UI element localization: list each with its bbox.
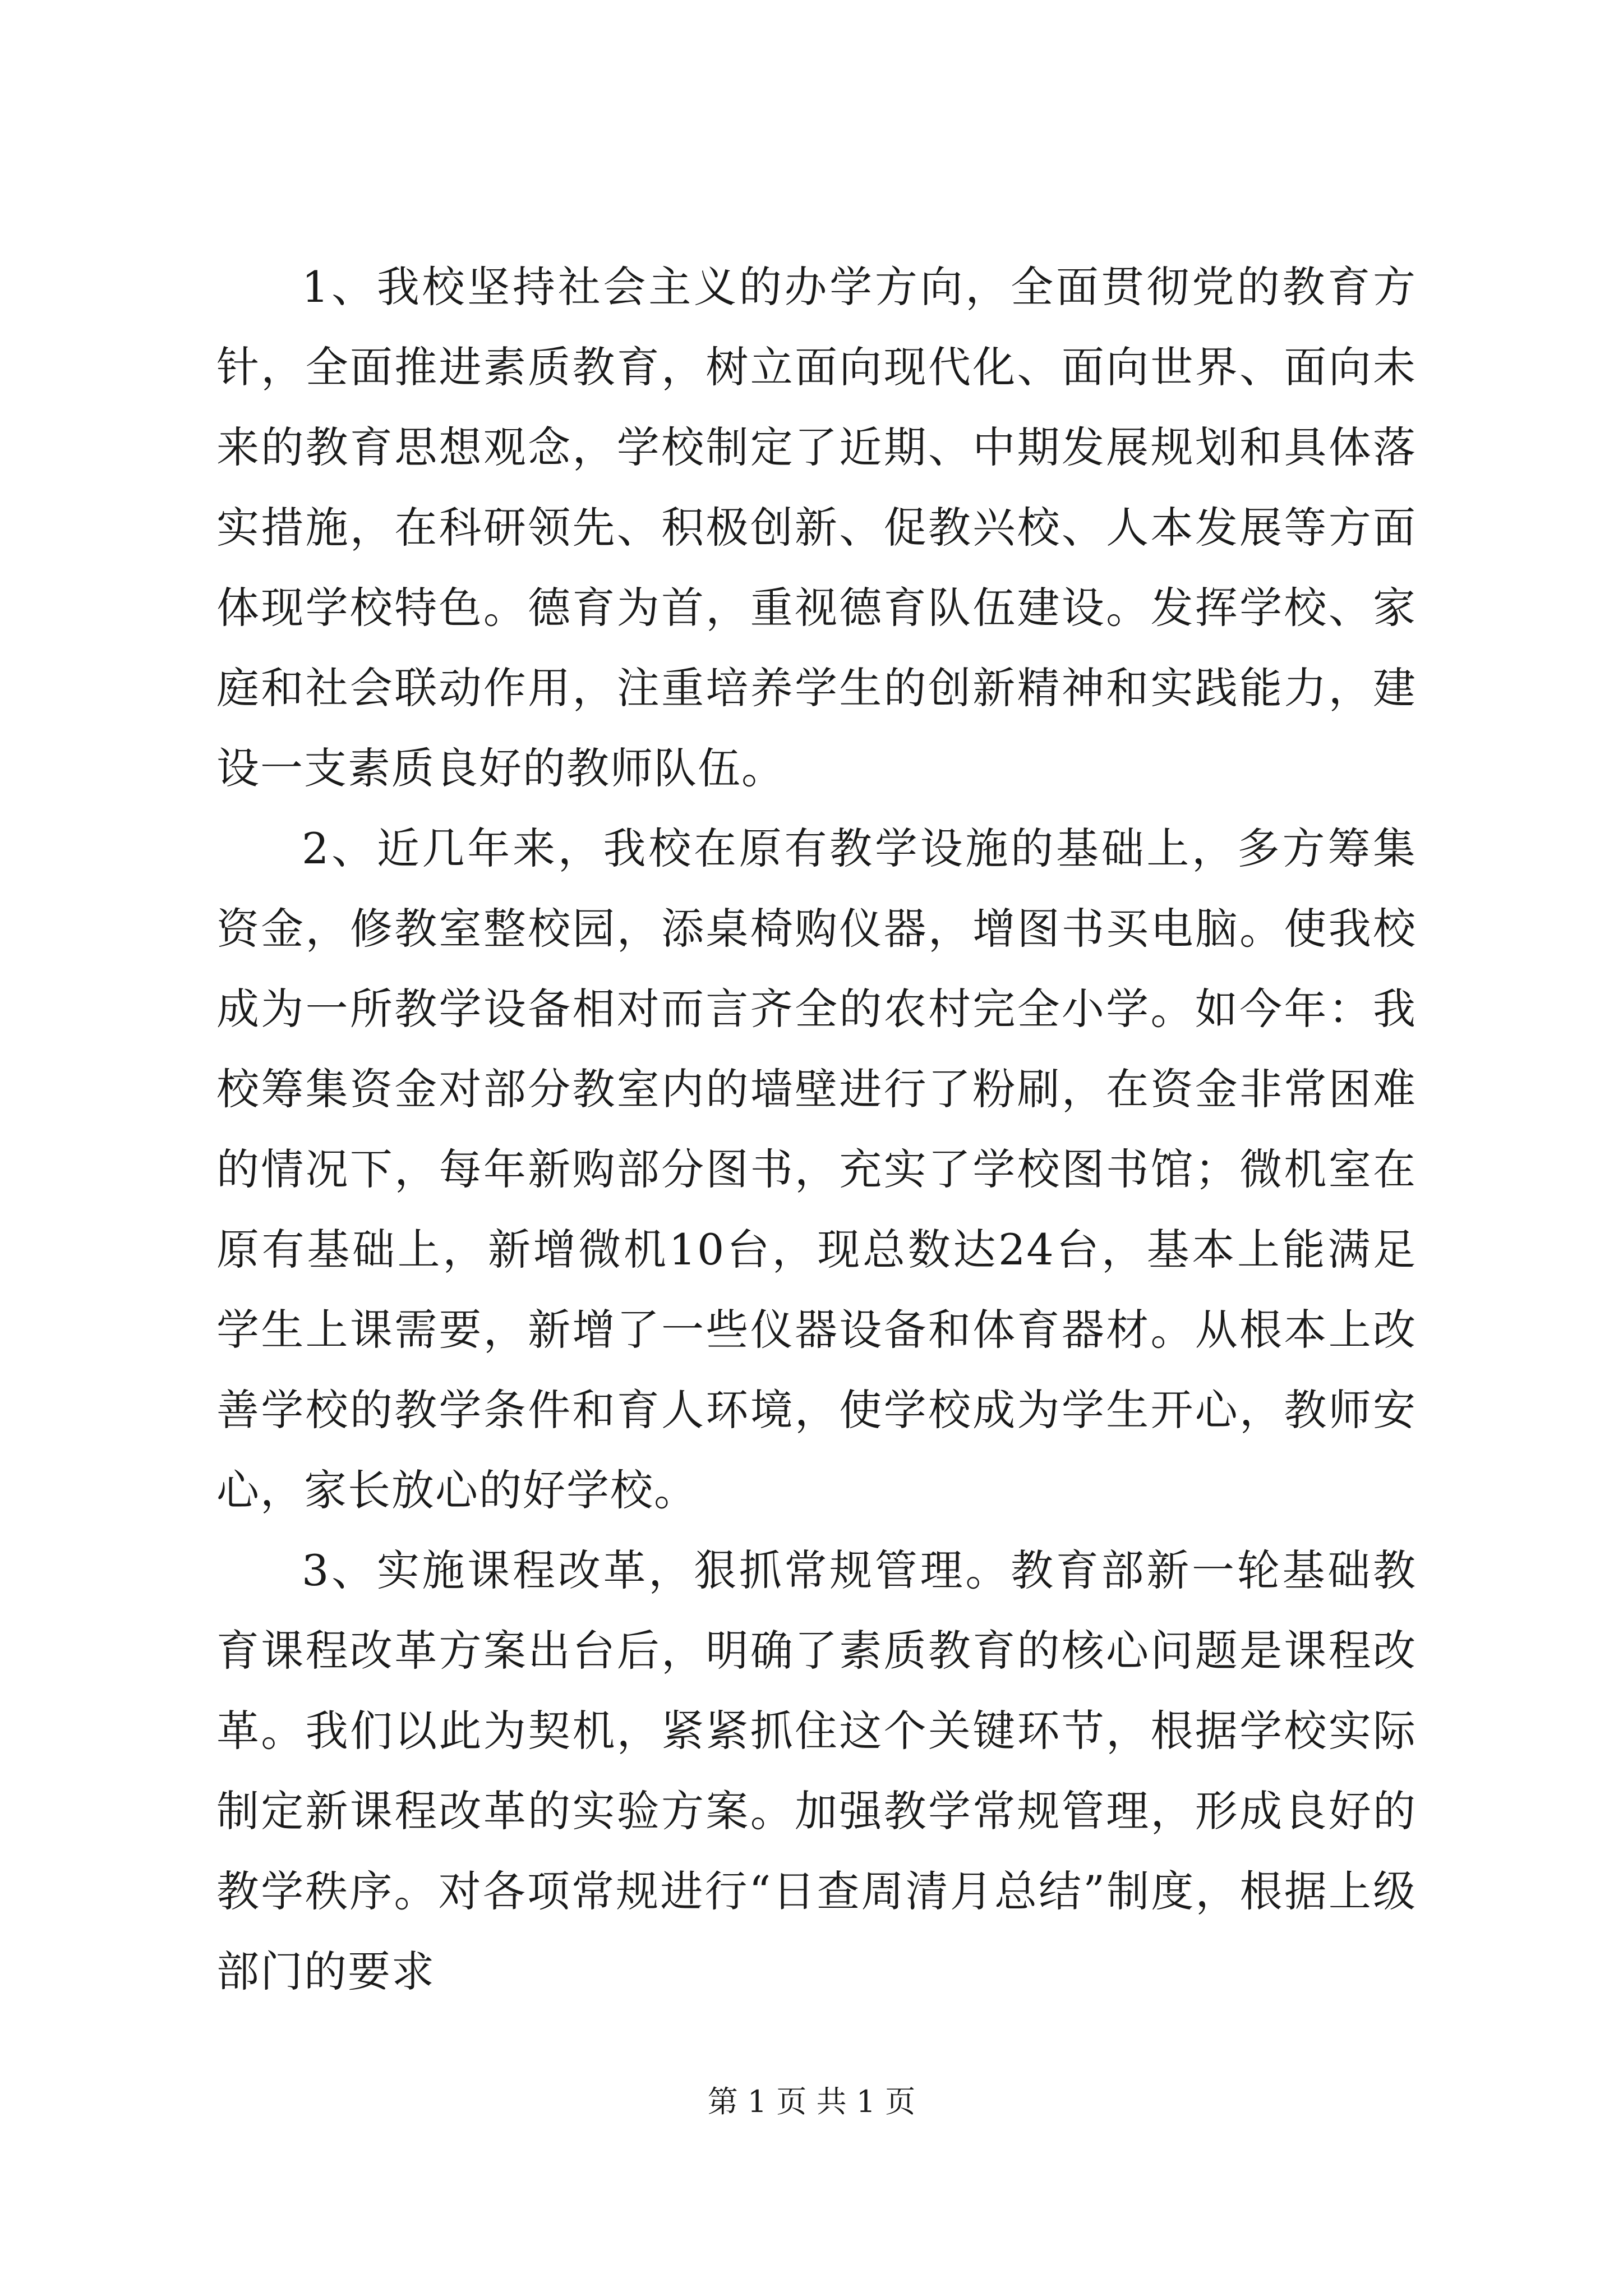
page-footer [0,2082,1623,2122]
paragraph-2: 2、近几年来，我校在原有教学设施的基础上，多方筹集资金，修教室整校园，添桌椅购仪器，增图书买电脑。使我校成为一所教学设备相对而言齐全的农村完全小学。如今年：我校筹集资金对部分教室内的墙壁进行了粉刷，在资金非常困难的情况下，每年新购部分图书，充实了学校图书馆；微机室在原有基础上，新增微机10台，现总数达24台，基本上能满足学生上课需要，新增了一些仪器设备和体育器材。从根本上改善学校的教学条件和育人环境，使学校成为学生开心，教师安心，家长放心的好学校。 [216,823,1417,1515]
paragraph-3: 3、实施课程改革，狠抓常规管理。教育部新一轮基础教育课程改革方案出台后，明确了素质教育的核心问题是课程改革。我们以此为契机，紧紧抓住这个关键环节，根据学校实际制定新课程改革的实验方案。加强教学常规管理，形成良好的教学秩序。对各项常规进行“日查周清月总结”制度，根据上级部门的要求 [216,1545,1417,1996]
page-number-label: 第 1 页 共 1 页 [707,2084,916,2119]
paragraph-1: 1、我校坚持社会主义的办学方向，全面贯彻党的教育方针，全面推进素质教育，树立面向现代化、面向世界、面向未来的教育思想观念，学校制定了近期、中期发展规划和具体落实措施，在科研领先、积极创新、促教兴校、人本发展等方面体现学校特色。德育为首，重视德育队伍建设。发挥学校、家庭和社会联动作用，注重培养学生的创新精神和实践能力，建设一支素质良好的教师队伍。 [216,262,1417,793]
document-body [216,247,1417,2012]
